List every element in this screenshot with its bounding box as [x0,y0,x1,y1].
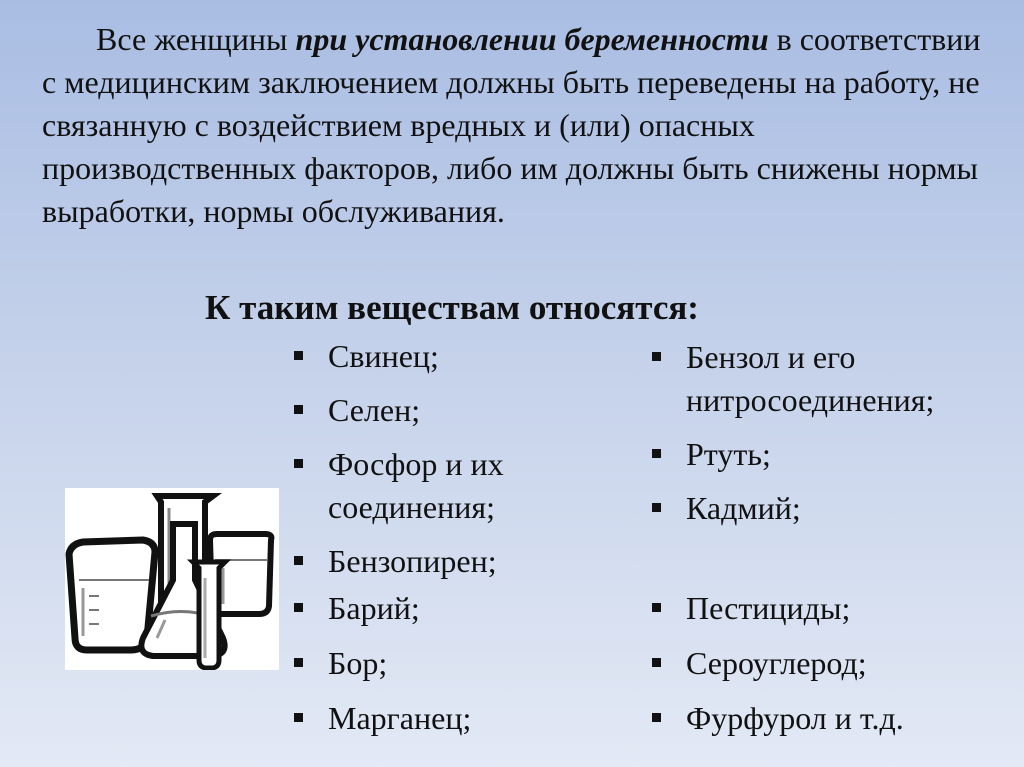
list-item [292,642,592,685]
list-item-label: Селен; [328,392,421,428]
list-item-label: Сероуглерод; [686,645,867,681]
list-item-label: Марганец; [328,700,472,736]
lab-glassware-image [65,488,279,670]
list-item-label: Ртуть; [686,436,771,472]
lab-glassware-icon [65,488,279,670]
list-item [292,389,592,432]
bullet-icon [652,449,661,458]
list-item-label: Фурфурол и т.д. [686,700,904,736]
bullet-icon [652,503,661,512]
list-item-label: Фосфор и их соединения; [328,446,504,525]
substances-heading: К таким веществам относятся: [205,288,699,327]
bullet-icon [294,459,303,468]
list-item [292,335,592,378]
list-item [650,642,990,685]
intro-text-emphasis: при установлении беременности [295,21,769,57]
intro-text-after: в соответствии с медицинским заключением должны быть переведены на работу, не связанную с воздействием вредных и (или) опасных производственных факторов, либо им должны быть снижены нормы выработки, нормы обслуживания. [42,21,981,229]
bullet-icon [294,713,303,722]
list-item [650,697,990,740]
list-item [650,487,990,530]
list-item [650,336,990,422]
bullet-icon [294,658,303,667]
list-item [292,587,592,630]
bullet-icon [652,352,661,361]
bullet-icon [294,603,303,612]
bullet-icon [294,405,303,414]
bullet-icon [652,713,661,722]
bullet-icon [652,603,661,612]
list-item-label: Пестициды; [686,590,851,626]
list-item [650,433,990,476]
list-item [292,443,592,529]
list-item-label: Свинец; [328,338,439,374]
intro-text-before: Все женщины [96,21,296,57]
list-item [650,587,990,630]
substances-list-right [650,0,1020,767]
bullet-icon [294,556,303,565]
list-item-label: Кадмий; [686,490,801,526]
list-item-label: Бензопирен; [328,543,497,579]
bullet-icon [294,351,303,360]
list-item-label: Бор; [328,645,388,681]
substances-list-left [292,0,622,767]
list-item-label: Барий; [328,590,420,626]
list-item-label: Бензол и его нитросоединения; [686,339,935,418]
list-item [292,540,592,583]
list-item [292,697,592,740]
bullet-icon [652,658,661,667]
